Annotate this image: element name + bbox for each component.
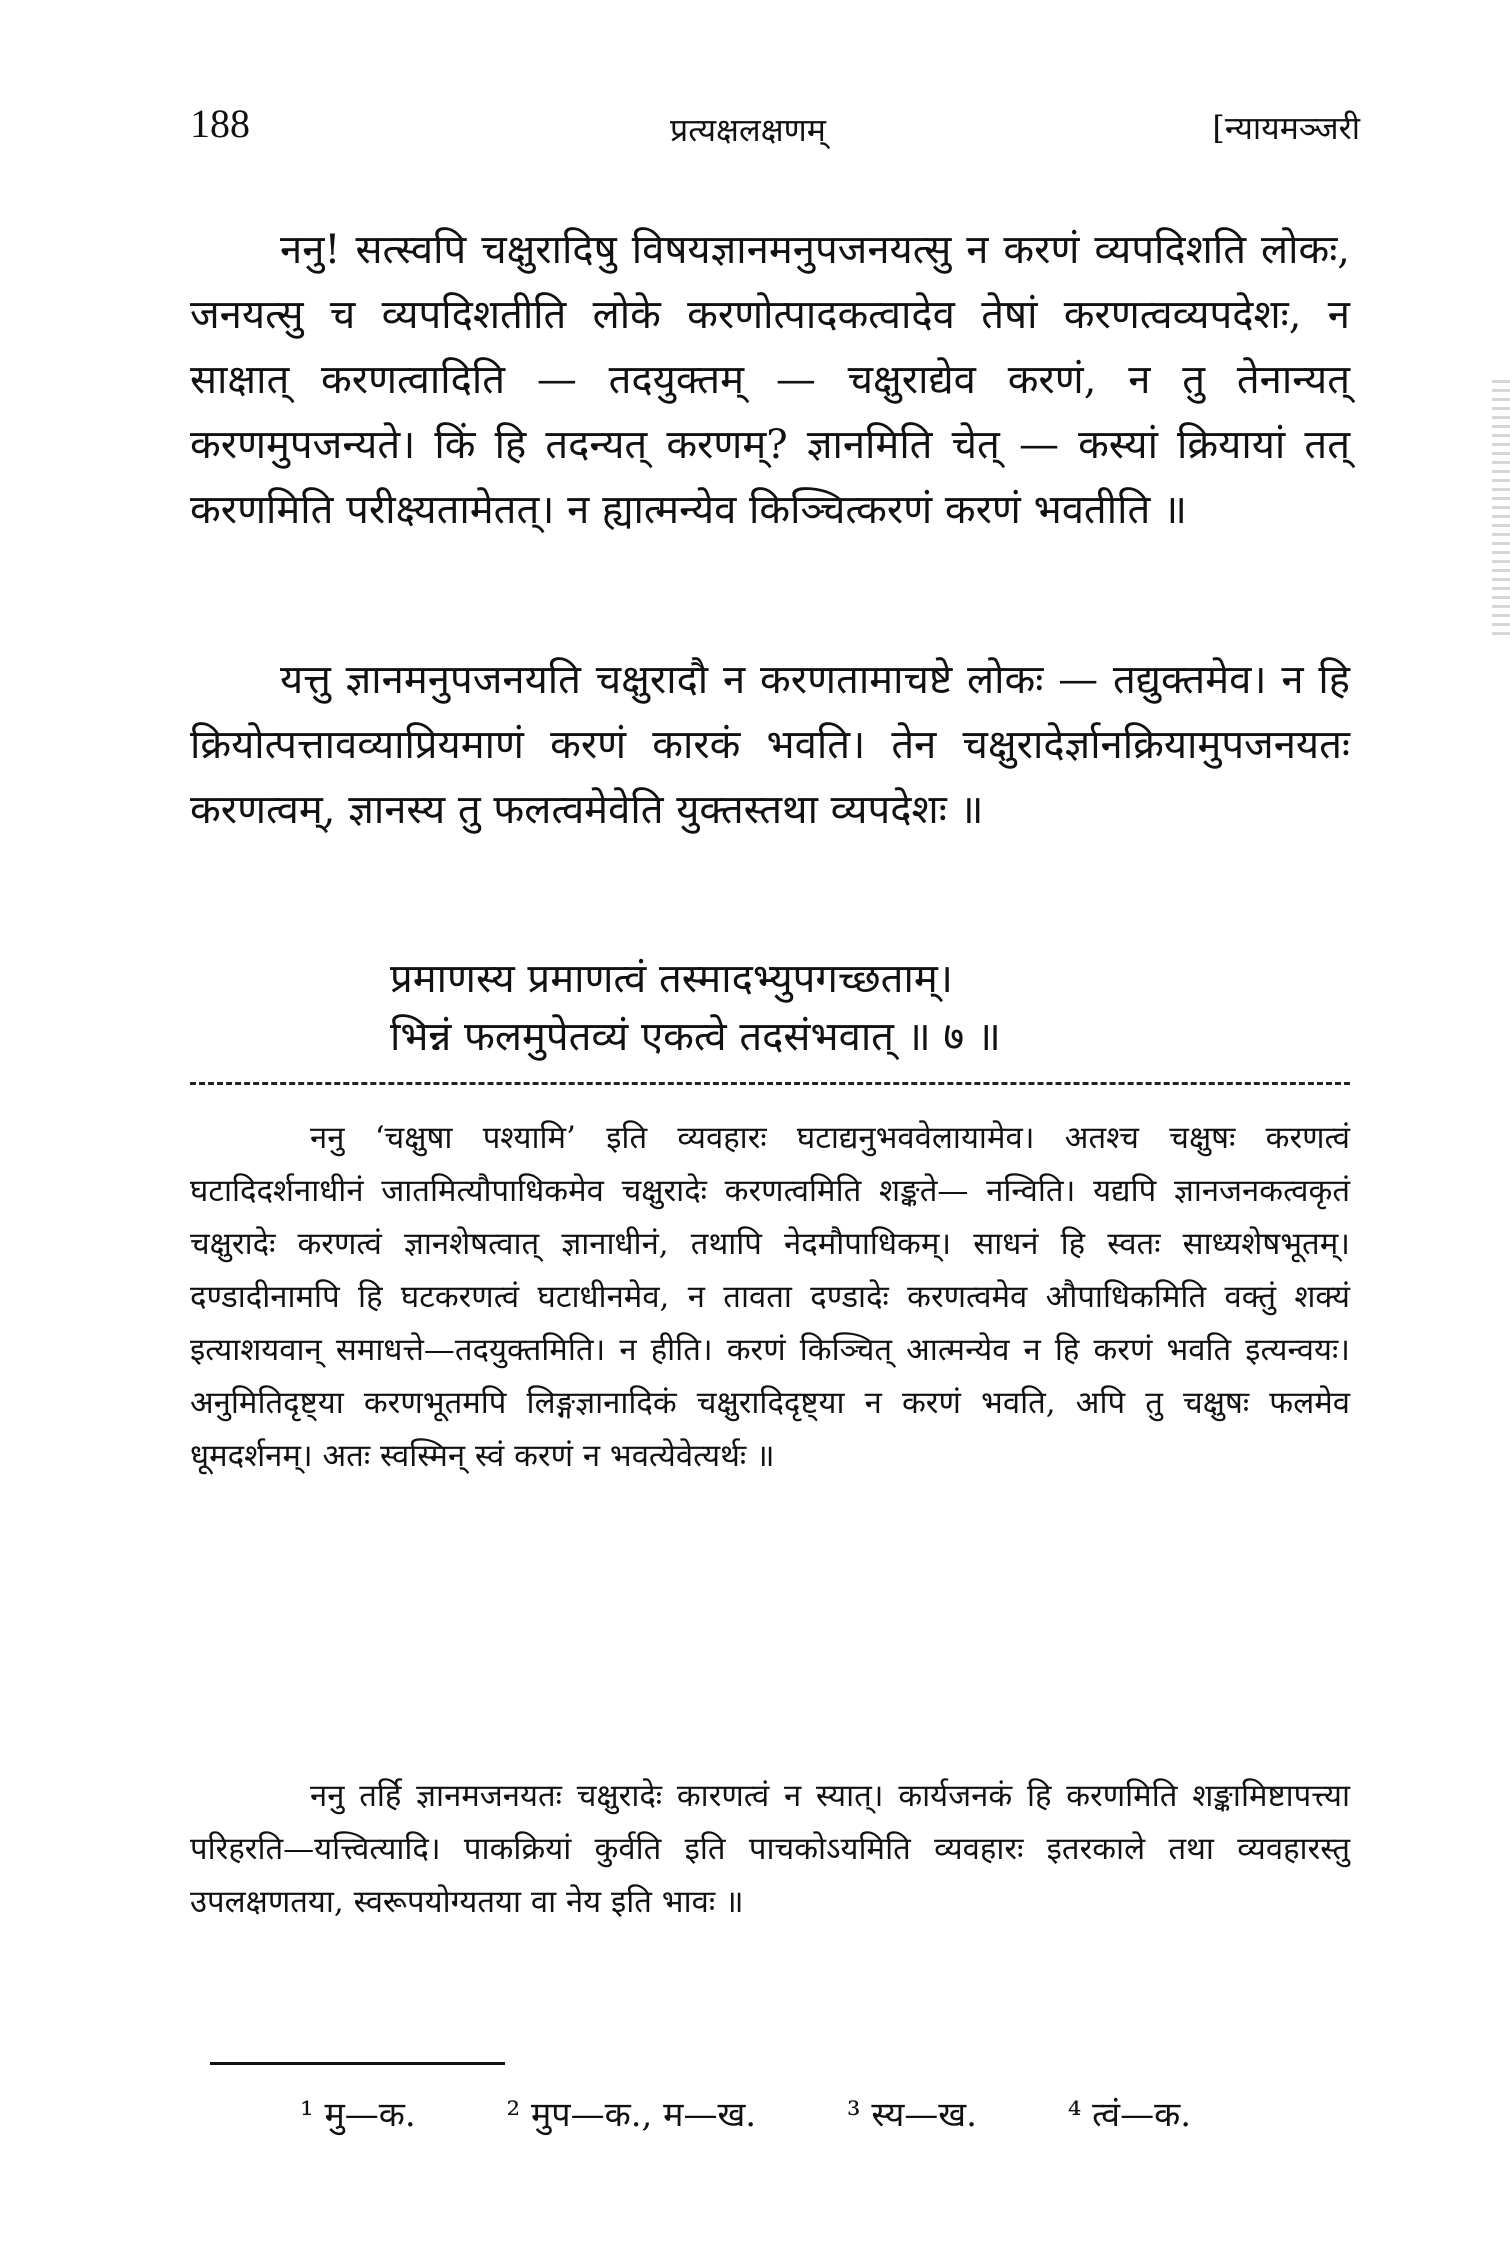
verse-line-1: प्रमाणस्य प्रमाणत्वं तस्मादभ्युपगच्छताम्। <box>390 956 953 1002</box>
footnote-rule <box>210 2062 505 2065</box>
main-text-block-2 <box>190 648 1350 843</box>
main-text-block-1 <box>190 218 1350 543</box>
commentary-block-1 <box>190 1112 1350 1483</box>
footnote-3: ³ स्य—ख. <box>846 2095 977 2135</box>
section-tag: [न्यायमञ्जरी <box>1212 109 1360 147</box>
commentary-paragraph-1: ननु ‘चक्षुषा पश्यामि’ इति व्यवहारः घटाद्यनुभववेलायामेव। अतश्च चक्षुषः करणत्वं घटादिदर्शनाधीनं जातमित्यौपाधिकमेव चक्षुरादेः करणत्वमिति शङ्कते— नन्विति। यद्यपि ज्ञानजनकत्वकृतं चक्षुरादेः करणत्वं ज्ञानशेषत्वात् ज्ञानाधीनं, तथापि नेदमौपाधिकम्। साधनं हि स्वतः साध्यशेषभूतम्। दण्डादीनामपि हि घटकरणत्वं घटाधीनमेव, न तावता दण्डादेः करणत्वमेव औपाधिकमिति वक्तुं शक्यं इत्याशयवान् समाधत्ते—तदयुक्तमिति। न हीति। करणं किञ्चित् आत्मन्येव न हि करणं भवति इत्यन्वयः। अनुमितिदृष्ट्या करणभूतमपि लिङ्गज्ञानादिकं चक्षुरादिदृष्ट्या न करणं भवति, अपि तु चक्षुषः फलमेव धूमदर्शनम्। अतः स्वस्मिन् स्वं करणं न भवत्येवेत्यर्थः ॥ <box>190 1120 1350 1474</box>
main-paragraph-1: ननु! सत्स्वपि चक्षुरादिषु विषयज्ञानमनुपजनयत्सु न करणं व्यपदिशति लोकः, जनयत्सु च व्यपदिशतीति लोके करणोत्पादकत्वादेव तेषां करणत्वव्यपदेशः, न साक्षात् करणत्वादिति — तदयुक्तम् — चक्षुराद्येव करणं, न तु तेनान्यत् करणमुपजन्यते। किं हि तदन्यत् करणम्? ज्ञानमिति चेत् — कस्यां क्रियायां तत् करणमिति परीक्ष्यतामेतत्। न ह्यात्मन्येव किञ्चित्करणं करणं भवतीति ॥ <box>190 227 1350 533</box>
main-paragraph-2: यत्तु ज्ञानमनुपजनयति चक्षुरादौ न करणतामाचष्टे लोकः — तद्युक्तमेव। न हि क्रियोत्पत्तावव्याप्रियमाणं करणं कारकं भवति। तेन चक्षुरादेर्ज्ञानक्रियामुपजनयतः करणत्वम्, ज्ञानस्य तु फलत्वमेवेति युक्तस्तथा व्यपदेशः ॥ <box>190 657 1350 833</box>
commentary-divider <box>190 1082 1350 1085</box>
footnote-1: ¹ मु—क. <box>300 2095 416 2135</box>
commentary-block-2 <box>190 1770 1350 1929</box>
karika-verse <box>390 950 1290 1066</box>
page-header <box>190 100 1360 160</box>
commentary-paragraph-2: ननु तर्हि ज्ञानमजनयतः चक्षुरादेः कारणत्वं न स्यात्। कार्यजनकं हि करणमिति शङ्कामिष्टापत्त्या परिहरति—यत्त्वित्यादि। पाकक्रियां कुर्वति इति पाचकोऽयमिति व्यवहारः इतरकाले तथा व्यवहारस्तु उपलक्षणतया, स्वरूपयोग्यतया वा नेय इति भावः ॥ <box>190 1778 1350 1920</box>
page-number: 188 <box>190 101 250 146</box>
footnote-4: ⁴ त्वं—क. <box>1067 2095 1192 2135</box>
running-title: प्रत्यक्षलक्षणम् <box>670 111 826 149</box>
scan-edge-artifact <box>1492 380 1510 640</box>
footnotes <box>300 2090 1271 2136</box>
footnote-2: ² मुप—क., म—ख. <box>506 2095 757 2135</box>
verse-line-2: भिन्नं फलमुपेतव्यं एकत्वे तदसंभवात् ॥ ७ ॥ <box>390 1014 1001 1060</box>
